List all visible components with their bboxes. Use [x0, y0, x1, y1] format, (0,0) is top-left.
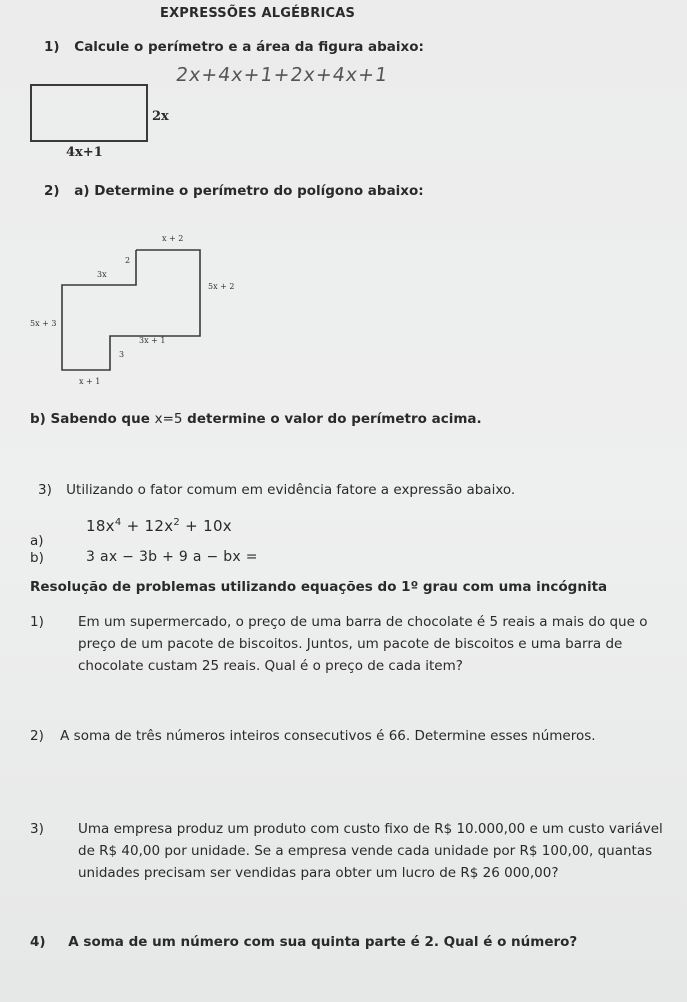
rect-bottom-label: 4x+1 [66, 145, 103, 160]
label-right: 5x + 2 [208, 282, 235, 291]
label-top: x + 2 [162, 234, 184, 243]
question-3-number: 3) [38, 482, 52, 498]
problem-3 [30, 821, 670, 887]
question-2b-suffix: determine o valor do perímetro acima. [182, 411, 482, 427]
expression-b: 3 ax − 3b + 9 a − bx = [86, 549, 258, 565]
expression-a: $18x^4 + 12x^2 + 10x$ [86, 517, 232, 535]
polygon-figure [0, 0, 687, 400]
label-step-vertical: 2 [125, 256, 131, 265]
problem-2-text: A soma de três números inteiros consecutivos é 66. Determine esses números. [60, 728, 596, 744]
label-bottom: x + 1 [79, 377, 101, 386]
section-2-title: Resolução de problemas utilizando equações do 1º grau com uma incógnita [30, 579, 608, 595]
problem-1-text: Em um supermercado, o preço de uma barra de chocolate é 5 reais a mais do que o preço de um pacote de biscoitos. Juntos, um pacote de biscoitos e uma barra de chocolate custam 25 reais. Qual é o preço de cada item? [78, 614, 648, 674]
problem-2-number: 2) [30, 728, 44, 744]
question-1-text: Calcule o perímetro e a área da figura abaixo: [74, 39, 424, 55]
problem-1 [30, 614, 670, 680]
label-inner-vertical: 3 [119, 350, 125, 359]
question-2-number: 2) [44, 183, 60, 199]
question-2b [30, 411, 482, 427]
handwritten-answer: 2x+4x+1+2x+4x+1 [174, 64, 390, 86]
label-step-horizontal: 3x [97, 270, 107, 279]
question-3b-label: b) [30, 550, 44, 566]
question-2b-value: x=5 [154, 411, 183, 427]
worksheet-title: EXPRESSÕES ALGÉBRICAS [160, 6, 356, 21]
problem-4-text: A soma de um número com sua quinta parte é 2. Qual é o número? [68, 934, 578, 950]
question-2a-text: a) Determine o perímetro do polígono abaixo: [74, 183, 424, 199]
problem-1-number: 1) [30, 614, 44, 630]
label-left: 5x + 3 [30, 319, 57, 328]
problem-3-number: 3) [30, 821, 44, 837]
problem-2 [30, 728, 596, 744]
question-3-text: Utilizando o fator comum em evidência fatore a expressão abaixo. [66, 482, 516, 498]
question-2b-prefix: b) Sabendo que [30, 411, 155, 427]
question-1-number: 1) [44, 39, 60, 55]
polygon-outline [62, 250, 200, 370]
problem-4 [30, 934, 577, 950]
question-3 [38, 482, 515, 498]
question-3a-label: a) [30, 533, 44, 549]
rect-side-label: 2x [152, 109, 169, 124]
problem-4-number: 4) [30, 934, 46, 950]
problem-3-text: Uma empresa produz um produto com custo fixo de R$ 10.000,00 e um custo variável de R$ 40,00 por unidade. Se a empresa vende cada unidade por R$ 100,00, quantas unidades precisam ser vendidas para obter um lucro de R$ 26 000,00? [78, 821, 663, 881]
label-inner-horizontal: 3x + 1 [139, 336, 166, 345]
